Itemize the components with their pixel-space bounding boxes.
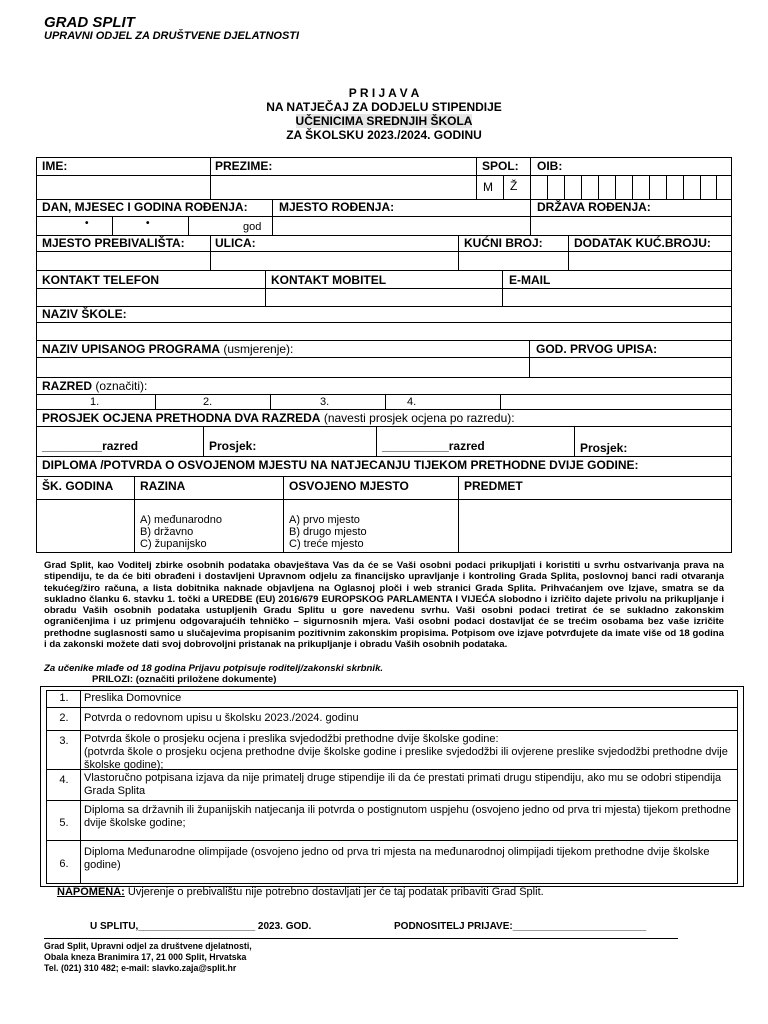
mobitel-label: KONTAKT MOBITEL: [271, 273, 387, 287]
form-subtitle-2: [0, 114, 768, 128]
razred-label: [42, 379, 147, 393]
predmet-field[interactable]: [459, 500, 731, 552]
napomena-text: Uvjerenje o prebivalištu nije potrebno dostavljati jer će taj podatak pribaviti Grad Split.: [124, 886, 544, 898]
razina-option-b[interactable]: B) državno: [140, 526, 194, 538]
telefon-label: KONTAKT TELEFON: [42, 273, 160, 287]
drzava-rodjenja-field[interactable]: [531, 217, 731, 235]
footer-line-1: Grad Split, Upravni odjel za društvene djelatnosti,: [44, 941, 252, 951]
form-subtitle-1: NA NATJEČAJ ZA DODJELU STIPENDIJE: [266, 100, 502, 114]
mobitel-field[interactable]: [266, 289, 502, 306]
telefon-field[interactable]: [37, 289, 265, 306]
city-name: GRAD SPLIT: [44, 14, 135, 31]
razred-option-2[interactable]: 2.: [203, 396, 213, 408]
dob-label: DAN, MJESEC I GODINA ROĐENJA:: [42, 200, 248, 214]
dob-separator-2: •: [146, 218, 150, 229]
attachment-num-4: 4.: [59, 774, 69, 786]
place-date-line[interactable]: U SPLITU,_____________________ 2023. GOD.: [90, 921, 312, 932]
attachment-item-3[interactable]: Potvrda škole o prosjeku ocjena i preslika svjedodžbi prethodne dvije školske godine: (potvrda škole o prosjeku ocjena prethodne dvije školske godine i preslike svjedodžbi ili ovjerene preslike svjedodžbi prethodne dvije školske godine);: [84, 733, 728, 771]
prebivaliste-field[interactable]: [37, 252, 210, 270]
prvi-upis-field[interactable]: [530, 358, 731, 377]
prosjek-2-label: Prosjek:: [580, 441, 628, 455]
ulica-label: ULICA:: [215, 236, 256, 250]
dob-separator-1: •: [85, 218, 89, 229]
sk-godina-header: ŠK. GODINA: [42, 479, 114, 493]
program-label-note: (usmjerenje):: [220, 342, 294, 356]
prosjek-label: [42, 411, 515, 425]
gender-m-option[interactable]: M: [483, 180, 493, 194]
email-label: E-MAIL: [509, 273, 551, 287]
ime-field[interactable]: [37, 176, 210, 199]
prosjek-1-label: Prosjek:: [209, 439, 257, 453]
attachment-item-2[interactable]: Potvrda o redovnom upisu u školsku 2023./2024. godinu: [84, 712, 359, 724]
diploma-label: DIPLOMA /POTVRDA O OSVOJENOM MJESTU NA NATJECANJU TIJEKOM PRETHODNE DVIJE GODINE:: [42, 458, 639, 472]
department-name: UPRAVNI ODJEL ZA DRUŠTVENE DJELATNOSTI: [44, 30, 300, 42]
attachment-item-6[interactable]: Diploma Međunarodne olimpijade (osvojeno jedno od prva tri mjesta na međunarodnoj olimpijadi tijekom prethodne dvije školske godine): [84, 846, 710, 871]
razred-blank-2[interactable]: __________razred: [382, 439, 485, 453]
prosjek-label-note: (navesti prosjek ocjena po razredu):: [320, 411, 515, 425]
sk-godina-field[interactable]: [37, 500, 134, 552]
dob-field[interactable]: [37, 217, 272, 235]
attachment-item-5[interactable]: Diploma sa državnih ili županijskih natjecanja ili potvrda o postignutom uspjehu (osvojeno jedno od prva tri mjesta) tijekom prethodne dvije školske godine;: [84, 804, 731, 829]
kucni-broj-field[interactable]: [459, 252, 568, 270]
attachment-item-1[interactable]: Preslika Domovnice: [84, 692, 182, 704]
attachment-item-4[interactable]: Vlastoručno potpisana izjava da nije primatelj druge stipendije ili da će prestati primati drugu stipendiju, ako mu se odobri stipendija Grada Splita: [84, 772, 722, 797]
program-label-bold: NAZIV UPISANOG PROGRAMA: [42, 342, 221, 356]
razina-option-a[interactable]: A) međunarodno: [140, 514, 222, 526]
prezime-field[interactable]: [211, 176, 476, 199]
prebivaliste-label: MJESTO PREBIVALIŠTA:: [42, 236, 185, 250]
spol-label: SPOL:: [482, 159, 519, 173]
attachment-num-6: 6.: [59, 858, 69, 870]
footer-line-2: Obala kneza Branimira 17, 21 000 Split, Hrvatska: [44, 952, 247, 962]
kucni-broj-label: KUĆNI BROJ:: [464, 236, 543, 250]
gender-z-option[interactable]: Ž: [510, 179, 518, 193]
oib-field[interactable]: [531, 176, 731, 199]
email-field[interactable]: [503, 289, 731, 306]
razred-option-3[interactable]: 3.: [320, 396, 330, 408]
razred-label-note: (označiti):: [92, 379, 148, 393]
drzava-rodjenja-label: DRŽAVA ROĐENJA:: [537, 200, 651, 214]
prvi-upis-label: GOD. PRVOG UPISA:: [536, 342, 658, 356]
attachment-num-1: 1.: [59, 692, 69, 704]
ime-label: IME:: [42, 159, 68, 173]
minor-notice: Za učenike mlađe od 18 godina Prijavu potpisuje roditelj/zakonski skrbnik.: [44, 663, 384, 674]
razred-blank-1[interactable]: _________razred: [42, 439, 139, 453]
attachment-num-5: 5.: [59, 817, 69, 829]
napomena: [57, 886, 544, 898]
dodatak-label: DODATAK KUĆ.BROJU:: [574, 236, 711, 250]
mjesto-option-b[interactable]: B) drugo mjesto: [289, 526, 367, 538]
napomena-label: NAPOMENA:: [57, 886, 125, 898]
god-label: god: [243, 221, 262, 233]
razred-option-4[interactable]: 4.: [407, 396, 417, 408]
razred-label-bold: RAZRED: [42, 379, 92, 393]
skola-field[interactable]: [37, 323, 731, 340]
attachment-num-2: 2.: [59, 712, 69, 724]
footer-line-3: Tel. (021) 310 482; e-mail: slavko.zaja@split.hr: [44, 963, 237, 973]
footer-divider: [44, 938, 678, 939]
osvojeno-header: OSVOJENO MJESTO: [289, 479, 409, 493]
prezime-label: PREZIME:: [215, 159, 273, 173]
program-field[interactable]: [37, 358, 529, 377]
mjesto-rodjenja-field[interactable]: [273, 217, 530, 235]
program-label: [42, 342, 293, 356]
attachment-num-3: 3.: [59, 735, 69, 747]
razina-header: RAZINA: [140, 479, 186, 493]
dodatak-field[interactable]: [569, 252, 731, 270]
form-title: P R I J A V A: [348, 86, 420, 100]
gdpr-notice: Grad Split, kao Voditelj zbirke osobnih podataka obavještava Vas da će se Vaši osobni podaci prikupljati i koristiti u svrhu ostvarivanja prava na stipendiju, te da će biti obrađeni i dostavljeni Upravnom odjelu za financijsko upravljanje i kontroling Grada Splita, poslovnoj banci radi otvaranja tekućeg/žiro računa, a lista dobitnika naknade objavljena na Oglasnoj ploči i web stranici Grada Splita. Prihvaćanjem ove Izjave, smatra se da sukladno članku 6. stavku 1. točki a UREDBE (EU) 2016/679 EUROPSKOG PARLAMENTA I VIJEĆA slobodno i izričito dajete privolu na prikupljanje i obradu Vaših osobnih podataka ustupljenih Gradu Splitu u gore navedenu svrhu. Vaši osobni podaci tretirat će se sukladno zakonskim ograničenjima i uz primjenu odgovarajućih tehničko – sigurnosnih mjera. Vaši osobni podaci dostavljat će se trećim osobama bez vaše izričite prethodne suglasnosti samo u slučajevima propisanim pozitivnim zakonskim propisima. Potpisom ove izjave potvrđujete da imate više od 18 godina i da zakonski možete dati svoj dobrovoljni pristanak na prikupljanje i obradu Vaših osobnih podataka.: [44, 560, 724, 651]
mjesto-option-a[interactable]: A) prvo mjesto: [289, 514, 360, 526]
applicant-signature-line[interactable]: PODNOSITELJ PRIJAVE:________________________: [394, 921, 647, 932]
ulica-field[interactable]: [211, 252, 458, 270]
prilozi-header: PRILOZI: (označiti priložene dokumente): [92, 674, 277, 685]
mjesto-option-c[interactable]: C) treće mjesto: [289, 538, 364, 550]
predmet-header: PREDMET: [464, 479, 523, 493]
form-subtitle-3: ZA ŠKOLSKU 2023./2024. GODINU: [286, 128, 482, 142]
subtitle-highlight: UČENICIMA SREDNJIH ŠKOLA: [295, 114, 473, 128]
oib-label: OIB:: [537, 159, 563, 173]
mjesto-rodjenja-label: MJESTO ROĐENJA:: [279, 200, 395, 214]
razina-option-c[interactable]: C) županijsko: [140, 538, 207, 550]
razred-option-1[interactable]: 1.: [90, 396, 100, 408]
prosjek-label-bold: PROSJEK OCJENA PRETHODNA DVA RAZREDA: [42, 411, 321, 425]
skola-label: NAZIV ŠKOLE:: [42, 307, 127, 321]
